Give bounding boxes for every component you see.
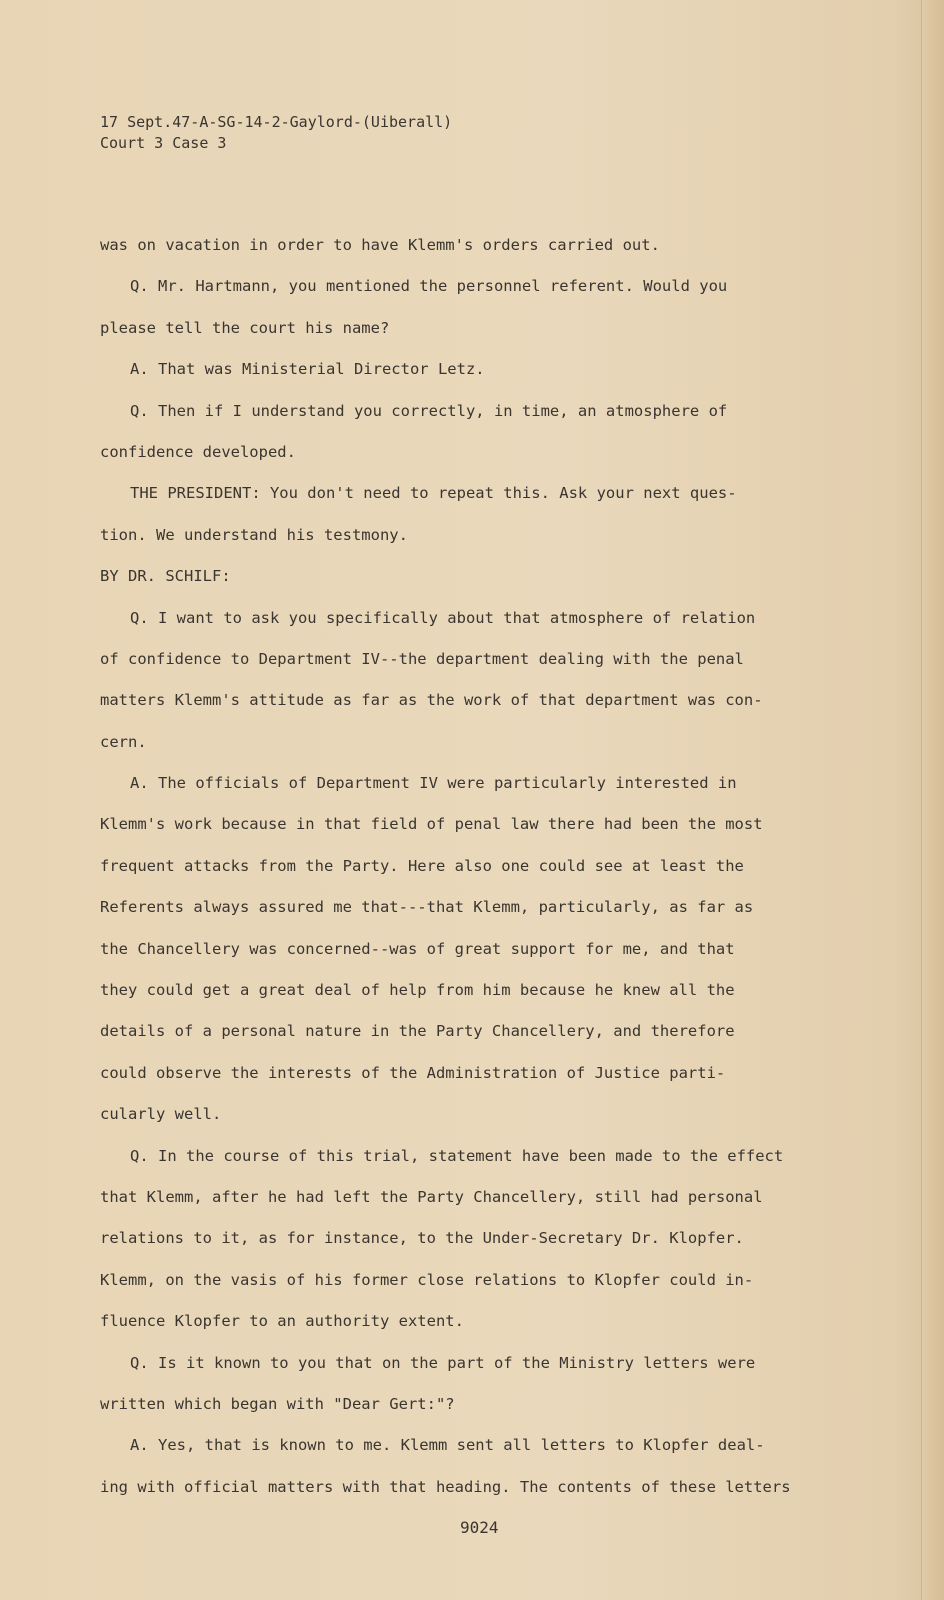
transcript-line: matters Klemm's attitude as far as the work of that department was con- [100,691,763,710]
transcript-body [100,235,880,1518]
transcript-line: Referents always assured me that---that Klemm, particularly, as far as [100,898,754,917]
page-edge [921,0,944,1600]
header-reference: 17 Sept.47-A-SG-14-2-Gaylord-(Uiberall) [100,113,453,131]
transcript-line: please tell the court his name? [100,318,390,337]
transcript-line: A. Yes, that is known to me. Klemm sent all letters to Klopfer deal- [130,1436,765,1455]
transcript-line: confidence developed. [100,442,296,461]
transcript-line: THE PRESIDENT: You don't need to repeat this. Ask your next ques- [130,484,737,503]
transcript-line: Klemm's work because in that field of penal law there had been the most [100,815,763,834]
transcript-line: Q. Then if I understand you correctly, in time, an atmosphere of [130,401,728,420]
transcript-line: Q. In the course of this trial, statement have been made to the effect [130,1146,784,1165]
transcript-line: A. The officials of Department IV were particularly interested in [130,774,737,793]
transcript-line: Q. Mr. Hartmann, you mentioned the personnel referent. Would you [130,277,728,296]
transcript-line: cern. [100,732,147,751]
transcript-line: the Chancellery was concerned--was of great support for me, and that [100,939,735,958]
transcript-line: relations to it, as for instance, to the Under-Secretary Dr. Klopfer. [100,1229,744,1248]
transcript-line: cularly well. [100,1105,222,1124]
transcript-line: was on vacation in order to have Klemm's orders carried out. [100,236,660,254]
transcript-line: Q. I want to ask you specifically about that atmosphere of relation [130,608,756,627]
transcript-line: Klemm, on the vasis of his former close relations to Klopfer could in- [100,1270,754,1289]
transcript-line: Q. Is it known to you that on the part of the Ministry letters were [130,1353,756,1372]
document-header [100,112,452,154]
transcript-line: frequent attacks from the Party. Here also one could see at least the [100,856,744,875]
transcript-line: of confidence to Department IV--the department dealing with the penal [100,649,744,668]
transcript-line: A. That was Ministerial Director Letz. [130,360,485,379]
transcript-line: fluence Klopfer to an authority extent. [100,1312,464,1331]
header-court-case: Court 3 Case 3 [100,134,227,152]
transcript-line: details of a personal nature in the Party Chancellery, and therefore [100,1022,735,1041]
transcript-line: ing with official matters with that heading. The contents of these letters [100,1477,791,1496]
page-number: 9024 [460,1518,499,1537]
transcript-line: that Klemm, after he had left the Party Chancellery, still had personal [100,1187,763,1206]
transcript-line: BY DR. SCHILF: [100,567,231,586]
transcript-line: they could get a great deal of help from him because he knew all the [100,981,735,1000]
transcript-line: could observe the interests of the Administration of Justice parti- [100,1063,726,1082]
transcript-line: written which began with "Dear Gert:"? [100,1394,455,1413]
transcript-line: tion. We understand his testmony. [100,525,408,544]
